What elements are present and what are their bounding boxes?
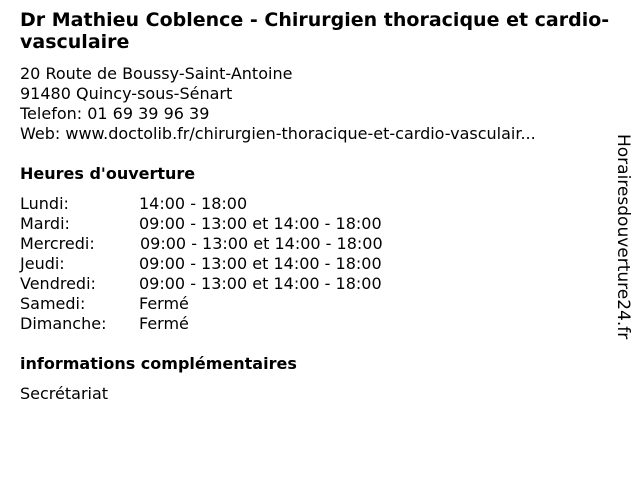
street-address: 20 Route de Boussy-Saint-Antoine [20,64,293,83]
day-hours: 09:00 - 13:00 et 14:00 - 18:00 [139,214,382,233]
day-label: Samedi: [20,294,86,313]
website-link[interactable]: Web: www.doctolib.fr/chirurgien-thoracique-et-cardio-vasculair... [20,124,536,143]
city-address: 91480 Quincy-sous-Sénart [20,84,233,103]
day-hours: Fermé [139,294,189,313]
phone-number: Telefon: 01 69 39 96 39 [20,104,210,123]
day-label: Vendredi: [20,274,96,293]
day-hours: Fermé [139,314,189,333]
day-label: Mardi: [20,214,70,233]
additional-info-text: Secrétariat [20,384,109,403]
opening-hours-heading: Heures d'ouverture [20,164,196,183]
day-label: Jeudi: [20,254,65,273]
day-label: Lundi: [20,194,69,213]
day-hours: 14:00 - 18:00 [139,194,248,213]
day-label: Mercredi: [20,234,95,253]
day-hours: 09:00 - 13:00 et 14:00 - 18:00 [139,254,382,273]
address-block [20,64,610,144]
day-hours: 09:00 - 13:00 et 14:00 - 18:00 [140,234,383,253]
day-hours: 09:00 - 13:00 et 14:00 - 18:00 [139,274,382,293]
page-title: Dr Mathieu Coblence - Chirurgien thoracique et cardio-vasculaire [20,9,610,53]
day-label: Dimanche: [20,314,107,333]
site-watermark: Horairesdouverture24.fr [613,134,633,340]
additional-info-heading: informations complémentaires [20,354,297,373]
